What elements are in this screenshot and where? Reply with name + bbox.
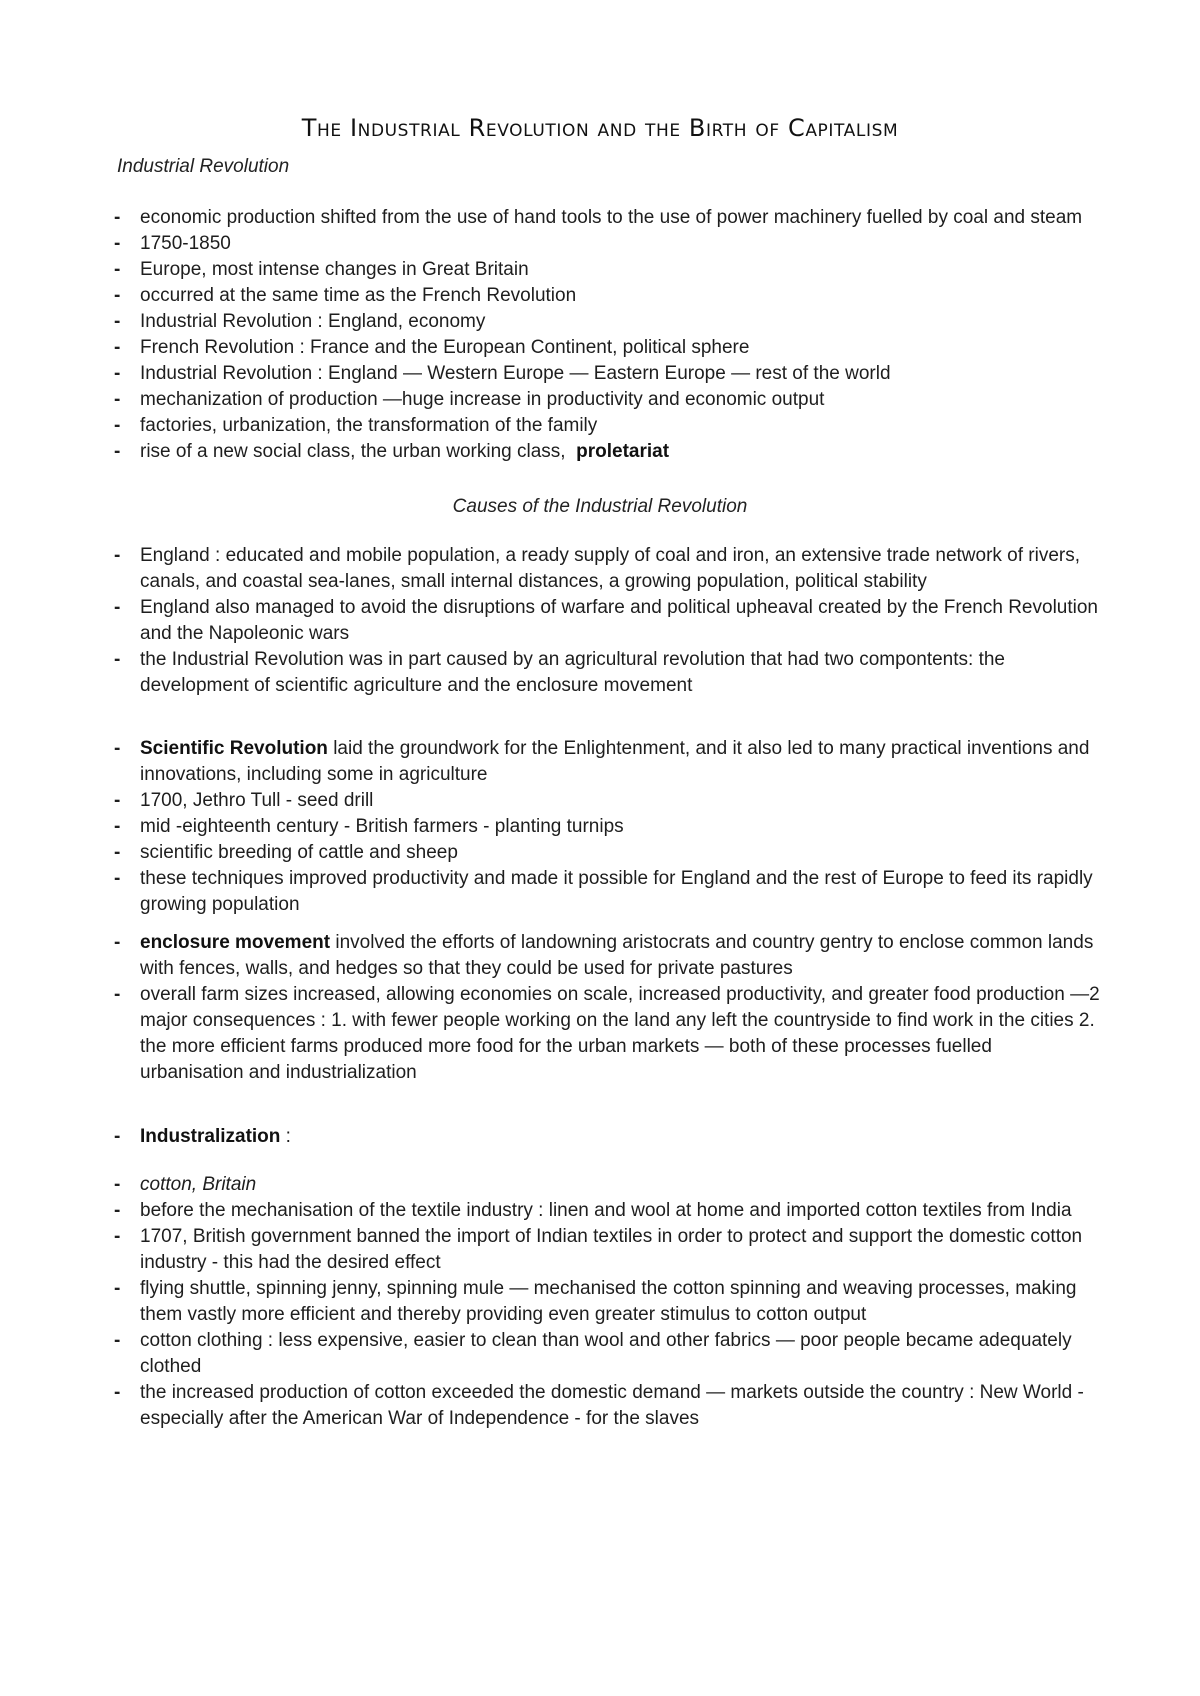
bullet-dash: - (114, 337, 121, 358)
list-item-text: involved the efforts of landowning aristocrats and country gentry to enclose common lands with fences, walls, and hedges so that they could be used for private pastures (140, 932, 1094, 979)
bullet-dash: - (114, 1126, 121, 1147)
list-item-text: rise of a new social class, the urban working class, (140, 441, 566, 462)
list-item-text: before the mechanisation of the textile industry : linen and wool at home and imported cotton textiles from India (140, 1200, 1072, 1221)
list-item (0, 231, 1200, 257)
list-item-text: laid the groundwork for the Enlightenment, and it also led to many practical inventions and innovations, including some in agriculture (140, 738, 1090, 785)
list-item-text: England : educated and mobile population, a ready supply of coal and iron, an extensive trade network of rivers, canals, and coastal sea-lanes, small internal distances, a growing population, political stability (140, 545, 1081, 592)
list-item (0, 1276, 1200, 1328)
section-heading-industrial-revolution: Industrial Revolution (117, 156, 290, 177)
list-item-text: 1750-1850 (140, 233, 231, 254)
list-item (0, 1224, 1200, 1276)
list-item (0, 1380, 1200, 1432)
list-item-text: cotton clothing : less expensive, easier to clean than wool and other fabrics — poor people became adequately clothed (140, 1330, 1072, 1377)
list-item-text: overall farm sizes increased, allowing economies on scale, increased productivity, and greater food production —2 major consequences : 1. with fewer people working on the land any left the countryside to find work in the cities 2. the more efficient farms produced more food for the urban markets — both of these processes fuelled urbanisation and industrialization (140, 984, 1100, 1083)
industrial-revolution-list (0, 205, 1200, 465)
list-item (0, 283, 1200, 309)
list-item (0, 982, 1200, 1086)
list-item (0, 439, 1200, 465)
list-item-text: these techniques improved productivity and made it possible for England and the rest of Europe to feed its rapidly growing population (140, 868, 1093, 915)
bullet-dash: - (114, 389, 121, 410)
list-item (0, 647, 1200, 699)
list-item-text: occurred at the same time as the French Revolution (140, 285, 577, 306)
list-item (0, 257, 1200, 283)
bullet-dash: - (114, 1226, 121, 1247)
list-item (0, 335, 1200, 361)
industrialization-heading-list (0, 1124, 1200, 1150)
scientific-revolution-list (0, 736, 1200, 918)
list-item-text: scientific breeding of cattle and sheep (140, 842, 458, 863)
bullet-dash: - (114, 932, 121, 953)
bullet-dash: - (114, 363, 121, 384)
bullet-dash: - (114, 868, 121, 889)
list-item (0, 205, 1200, 231)
list-item-text: French Revolution : France and the European Continent, political sphere (140, 337, 750, 358)
list-item (0, 413, 1200, 439)
list-item-text: mid -eighteenth century - British farmers - planting turnips (140, 816, 624, 837)
list-item-text: Industrial Revolution : England, economy (140, 311, 486, 332)
industrialization-term: Industralization (140, 1126, 281, 1147)
bullet-dash: - (114, 1174, 121, 1195)
list-item (0, 840, 1200, 866)
list-item-text: : (280, 1126, 291, 1147)
bullet-dash: - (114, 816, 121, 837)
list-item (0, 1124, 1200, 1150)
list-item-text: Industrial Revolution : England — Western Europe — Eastern Europe — rest of the world (140, 363, 891, 384)
bullet-dash: - (114, 1382, 121, 1403)
bullet-dash: - (114, 441, 121, 462)
list-item (0, 1172, 1200, 1198)
list-item-text: the Industrial Revolution was in part caused by an agricultural revolution that had two compontents: the development of scientific agriculture and the enclosure movement (140, 649, 1006, 696)
list-item-text: economic production shifted from the use of hand tools to the use of power machinery fuelled by coal and steam (140, 207, 1083, 228)
list-item-text: 1700, Jethro Tull - seed drill (140, 790, 374, 811)
list-item (0, 788, 1200, 814)
bullet-dash: - (114, 415, 121, 436)
list-item (0, 1198, 1200, 1224)
list-item (0, 309, 1200, 335)
list-item (0, 595, 1200, 647)
bullet-dash: - (114, 233, 121, 254)
bullet-dash: - (114, 842, 121, 863)
bullet-dash: - (114, 311, 121, 332)
cotton-britain-subheading: cotton, Britain (140, 1174, 257, 1195)
list-item (0, 930, 1200, 982)
list-item-text: 1707, British government banned the import of Indian textiles in order to protect and support the domestic cotton industry - this had the desired effect (140, 1226, 1083, 1273)
list-item (0, 866, 1200, 918)
bullet-dash: - (114, 597, 121, 618)
list-item (0, 736, 1200, 788)
list-item (0, 814, 1200, 840)
list-item (0, 361, 1200, 387)
bullet-dash: - (114, 984, 121, 1005)
bullet-dash: - (114, 1200, 121, 1221)
list-item-text: the increased production of cotton exceeded the domestic demand — markets outside the country : New World - especially after the American War of Independence - for the slaves (140, 1382, 1084, 1429)
enclosure-movement-term: enclosure movement (140, 932, 331, 953)
list-item-text: flying shuttle, spinning jenny, spinning mule — mechanised the cotton spinning and weaving processes, making them vastly more efficient and thereby providing even greater stimulus to cotton output (140, 1278, 1077, 1325)
list-item (0, 387, 1200, 413)
bullet-dash: - (114, 649, 121, 670)
bullet-dash: - (114, 207, 121, 228)
bullet-dash: - (114, 738, 121, 759)
list-item-text: England also managed to avoid the disruptions of warfare and political upheaval created by the French Revolution and the Napoleonic wars (140, 597, 1098, 644)
document-title: The Industrial Revolution and the Birth of Capitalism (301, 114, 899, 142)
bullet-dash: - (114, 545, 121, 566)
causes-list (0, 543, 1200, 699)
bullet-dash: - (114, 790, 121, 811)
enclosure-movement-list (0, 930, 1200, 1086)
list-item-text: Europe, most intense changes in Great Britain (140, 259, 529, 280)
proletariat-term: proletariat (576, 441, 670, 462)
bullet-dash: - (114, 1278, 121, 1299)
section-heading-causes: Causes of the Industrial Revolution (452, 496, 748, 517)
list-item (0, 543, 1200, 595)
list-item-text: mechanization of production —huge increase in productivity and economic output (140, 389, 825, 410)
list-item (0, 1328, 1200, 1380)
scientific-revolution-term: Scientific Revolution (140, 738, 328, 759)
bullet-dash: - (114, 285, 121, 306)
bullet-dash: - (114, 1330, 121, 1351)
cotton-list (0, 1172, 1200, 1432)
bullet-dash: - (114, 259, 121, 280)
list-item-text: factories, urbanization, the transformation of the family (140, 415, 598, 436)
